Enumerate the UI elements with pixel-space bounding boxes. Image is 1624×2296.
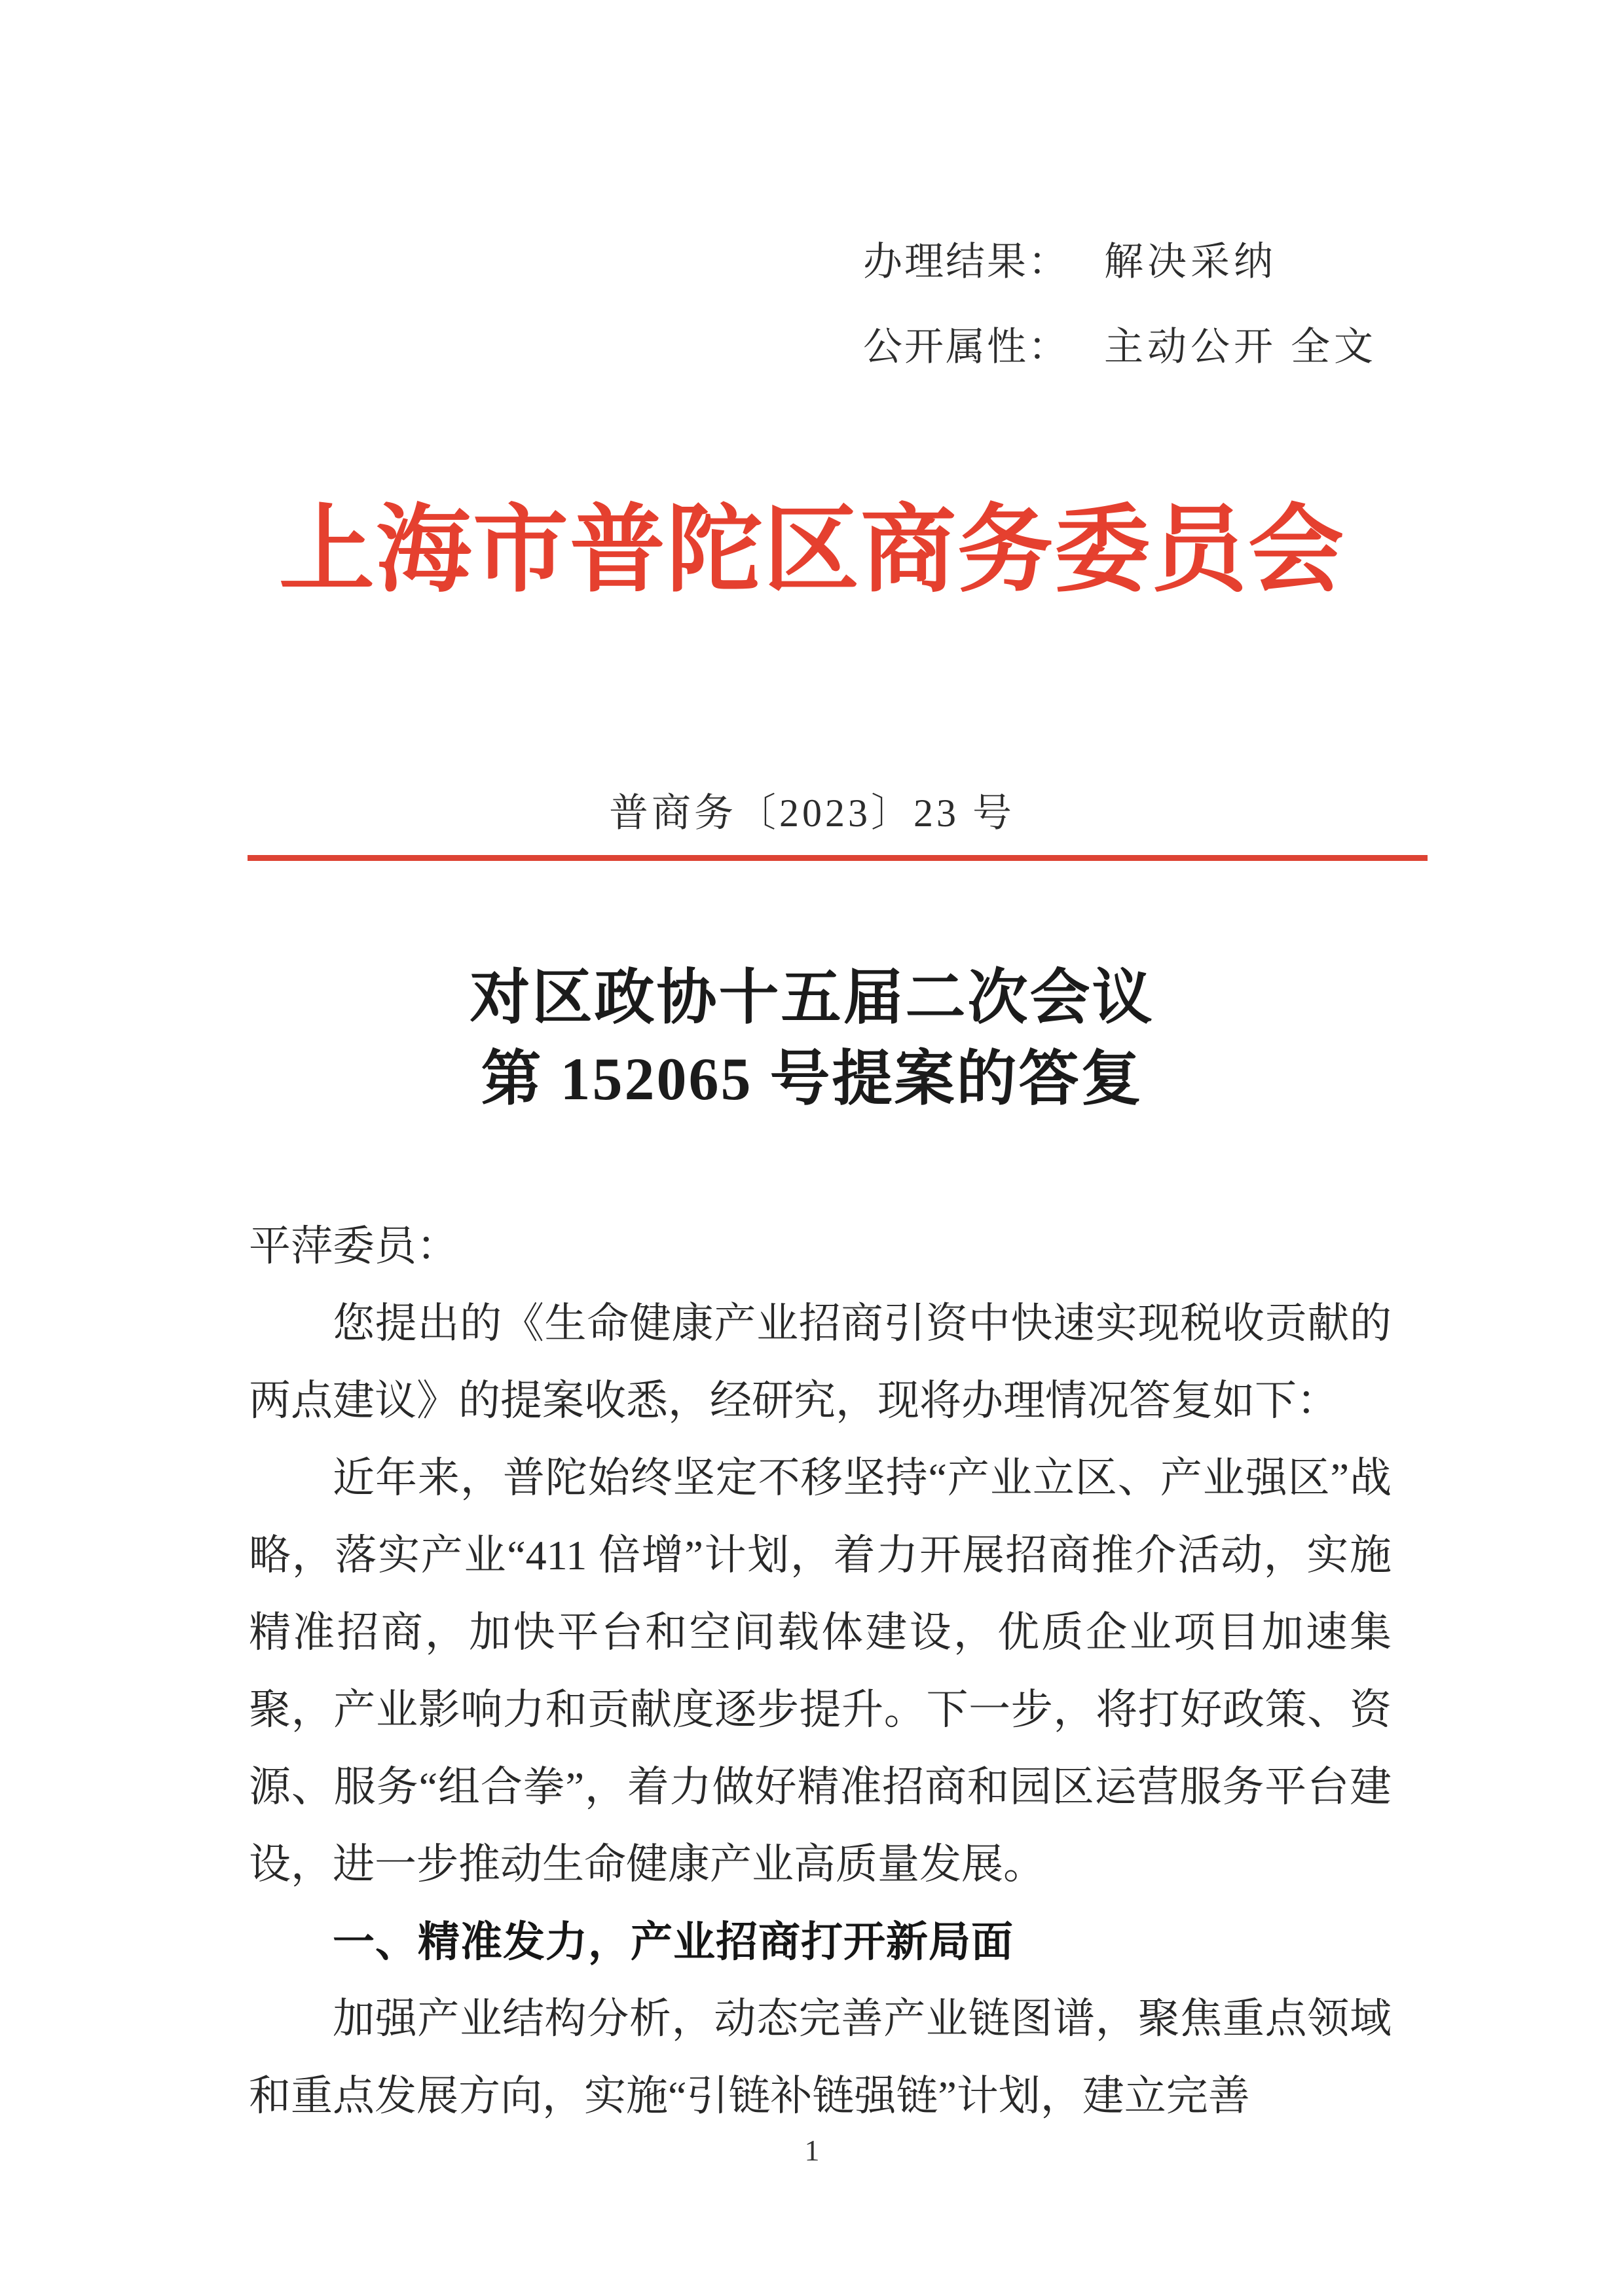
section-heading-1: 一、精准发力，产业招商打开新局面 [333,1918,1014,1965]
meta-row-publicity [863,301,1377,386]
salutation: 平萍委员： [249,1223,458,1269]
red-rule-divider [248,855,1428,861]
page-number: 1 [804,2134,820,2167]
paragraph-2: 近年来，普陀始终坚定不移坚持“产业立区、产业强区”战略，落实产业“411 倍增”计划，着力开展招商推介活动，实施精准招商，加快平台和空间载体建设，优质企业项目加速集聚，产业影响力和贡献度逐步提升。下一步，将打好政策、资源、服务“组合拳”，着力做好精准招商和园区运营服务平台建设，进一步推动生命健康产业高质量发展。 [249,1455,1392,1887]
result-label: 办理结果： [863,240,1069,283]
paragraph-3: 加强产业结构分析，动态完善产业链图谱，聚焦重点领域和重点发展方向，实施“引链补链强链”计划，建立完善 [249,1995,1392,2119]
header-meta [863,216,1377,386]
doc-title [0,957,1624,1120]
letter-body [249,1208,1392,2135]
publicity-label: 公开属性： [863,325,1069,369]
doc-title-line2: 第 152065 号提案的答复 [481,1046,1143,1112]
publicity-value: 主动公开 全文 [1104,325,1377,369]
doc-title-line1: 对区政协十五届二次会议 [470,964,1154,1031]
org-title: 上海市普陀区商务委员会 [279,498,1345,604]
meta-row-result [863,216,1377,301]
result-value: 解决采纳 [1104,240,1277,283]
doc-number: 普商务〔2023〕23 号 [609,792,1015,835]
paragraph-1: 您提出的《生命健康产业招商引资中快速实现税收贡献的两点建议》的提案收悉，经研究，现将办理情况答复如下： [249,1300,1392,1424]
